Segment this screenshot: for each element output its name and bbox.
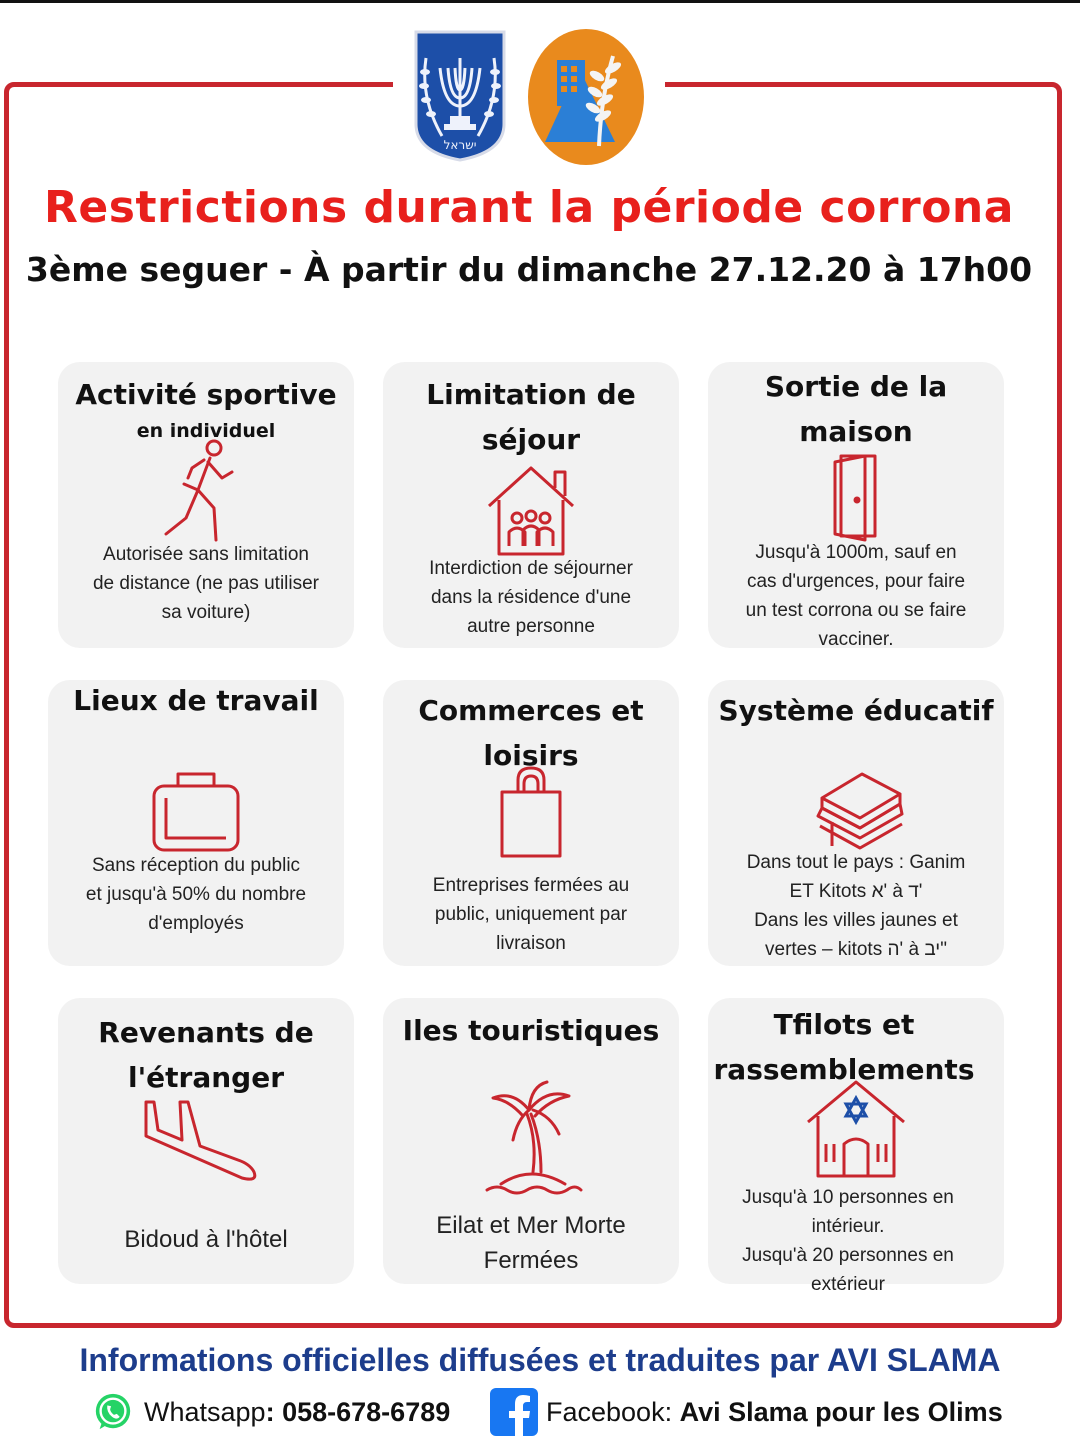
card-title: Système éducatif: [718, 694, 994, 727]
card-text: Bidoud à l'hôtel: [124, 1226, 288, 1253]
facebook-page[interactable]: Avi Slama pour les Olims: [679, 1396, 1003, 1427]
card-islands: [383, 998, 679, 1284]
card-title: Activité sportive: [75, 378, 337, 411]
page-subtitle: 3ème seguer - À partir du dimanche 27.12.20 à 17h00: [25, 250, 1033, 289]
palm-island-icon: [483, 1080, 583, 1196]
card-title: Sortie de la maison: [764, 370, 948, 448]
card-title: Lieux de travail: [73, 684, 319, 717]
whatsapp-colon: :: [265, 1396, 275, 1427]
door-icon: [831, 452, 881, 542]
facebook-icon: [490, 1388, 538, 1436]
svg-text:ישראל: ישראל: [443, 138, 477, 152]
card-title: Tfilots et rassemblements: [713, 1008, 975, 1086]
house-family-icon: [483, 462, 579, 558]
briefcase-icon: [148, 768, 244, 858]
card-sport: [58, 362, 354, 648]
card-text: Entreprises fermées au public, uniquement par livraison: [432, 875, 630, 954]
books-icon: [812, 768, 908, 854]
whatsapp-contact[interactable]: [92, 1388, 450, 1436]
whatsapp-label: Whatsapp: [144, 1396, 266, 1427]
card-text: Jusqu'à 1000m, sauf en cas d'urgences, pour faire un test corrona ou se faire vacciner.: [745, 542, 967, 650]
ministry-logo-icon: [527, 28, 645, 166]
israel-emblem-icon: [412, 28, 508, 162]
card-text: Eilat et Mer Morte Fermées: [436, 1212, 626, 1274]
card-text: Autorisée sans limitation de distance (ne pas utiliser sa voiture): [92, 544, 319, 623]
footer-credit: Informations officielles diffusées et traduites par AVI SLAMA: [79, 1342, 1001, 1378]
card-text: Sans réception du public et jusqu'à 50% du nombre d'employés: [85, 855, 307, 934]
card-text: Dans tout le pays : Ganim ET Kitots א' à ד' Dans les villes jaunes et vertes – kitots ה' à יב": [746, 852, 966, 960]
card-title: Revenants de l'étranger: [98, 1016, 314, 1094]
card-shops: [383, 680, 679, 966]
whatsapp-icon: [92, 1391, 134, 1433]
page-title: Restrictions durant la période corrona: [44, 182, 1014, 233]
card-prayers: [708, 998, 1004, 1295]
shopping-bag-icon: [496, 764, 566, 860]
card-title: Limitation de séjour: [426, 378, 636, 456]
card-education: [708, 680, 1004, 966]
running-person-icon: [158, 438, 238, 548]
card-text: Jusqu'à 10 personnes en intérieur. Jusqu'à 20 personnes en extérieur: [742, 1187, 954, 1295]
card-title: Commerces et loisirs: [418, 694, 644, 772]
whatsapp-number[interactable]: 058-678-6789: [282, 1396, 451, 1427]
facebook-label: Facebook:: [546, 1396, 673, 1427]
facebook-contact[interactable]: [490, 1388, 1003, 1436]
airplane-landing-icon: [142, 1098, 262, 1188]
card-stay: [383, 362, 679, 648]
card-subtitle: en individuel: [136, 420, 276, 442]
card-work: [48, 680, 344, 966]
card-text: Interdiction de séjourner dans la résidence d'une autre personne: [429, 558, 633, 637]
synagogue-icon: [804, 1078, 908, 1178]
card-abroad: [58, 998, 354, 1284]
card-outing: [708, 362, 1004, 648]
top-rule: [0, 0, 1080, 3]
card-title: Iles touristiques: [402, 1014, 660, 1047]
